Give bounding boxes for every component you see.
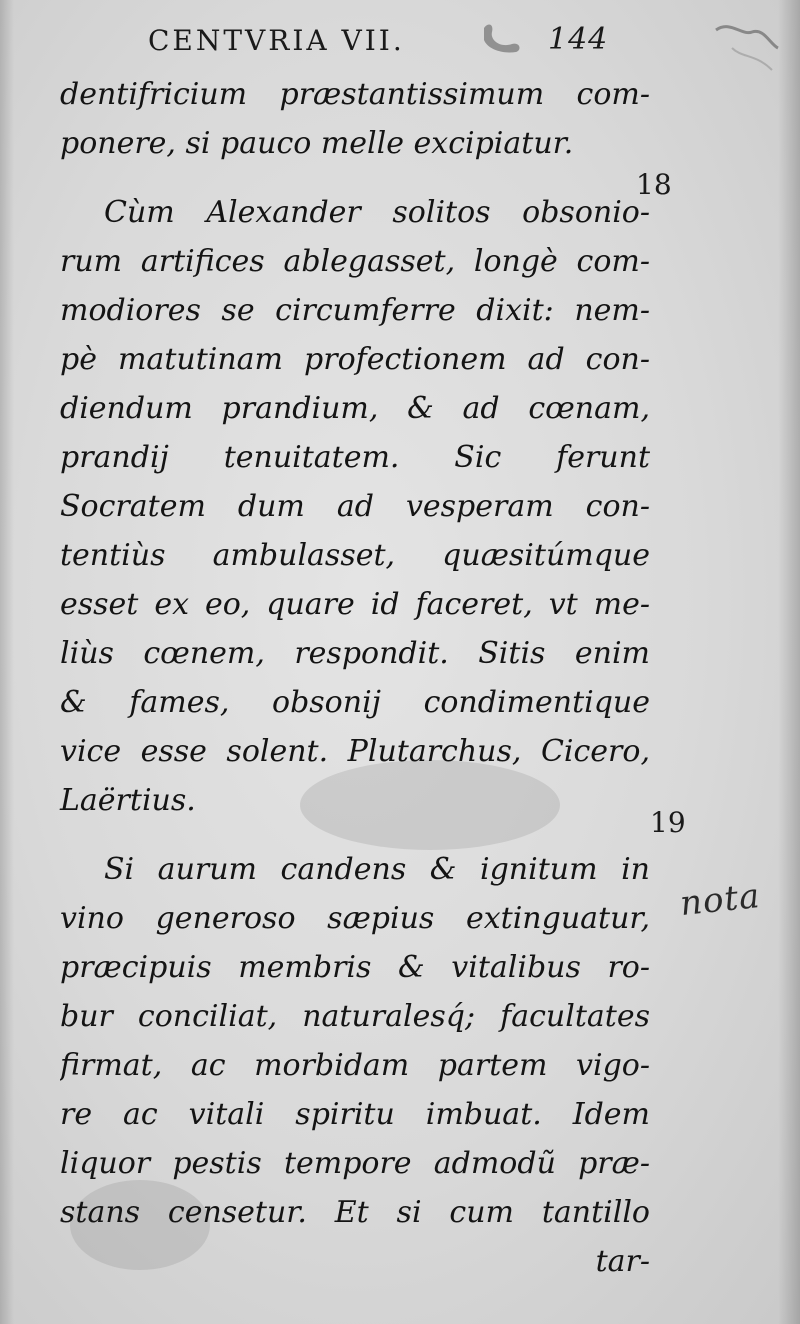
text-line: tentiùs ambulasset, quæsitúmque <box>60 538 650 573</box>
text-line: prandij tenuitatem. Sic ferunt <box>60 440 650 475</box>
text-line: ponere, si pauco melle excipiatur. <box>60 126 574 161</box>
text-line: esset ex eo, quare id faceret, vt me- <box>60 587 650 622</box>
section-number: 19 <box>650 806 686 839</box>
page-edge-shadow <box>778 0 800 1324</box>
text-line: Socratem dum ad vesperam con- <box>60 489 650 524</box>
text-line: Cùm Alexander solitos obsonio- <box>104 195 650 230</box>
text-line: Si aurum candens & ignitum in <box>104 852 650 887</box>
text-line: & fames, obsonij condimentique <box>60 685 650 720</box>
page-number: 144 <box>548 22 609 57</box>
text-line: Laërtius. <box>60 783 196 818</box>
text-line: vice esse solent. Plutarchus, Cicero, <box>60 734 650 769</box>
running-head: CENTVRIA VII. <box>148 24 405 57</box>
section-number: 18 <box>636 168 672 201</box>
text-line: re ac vitali spiritu imbuat. Idem <box>60 1097 650 1132</box>
text-line: modiores se circumferre dixit: nem- <box>60 293 650 328</box>
page-header <box>148 22 628 62</box>
handwritten-margin-note: nota <box>678 875 763 925</box>
body-text <box>60 70 650 1286</box>
text-line: liùs cœnem, respondit. Sitis enim <box>60 636 650 671</box>
gutter-shadow <box>0 0 14 1324</box>
corner-stain-mark <box>712 18 782 78</box>
text-line: præcipuis membris & vitalibus ro- <box>60 950 650 985</box>
catchword: tar- <box>595 1244 650 1279</box>
text-line: pè matutinam profectionem ad con- <box>60 342 650 377</box>
text-line: stans censetur. Et si cum tantillo <box>60 1195 650 1230</box>
text-line: rum artifices ablegasset, longè com- <box>60 244 650 279</box>
text-line: liquor pestis tempore admodũ præ- <box>60 1146 650 1181</box>
text-line: diendum prandium, & ad cœnam, <box>60 391 650 426</box>
text-line: vino generoso sæpius extinguatur, <box>60 901 650 936</box>
text-line: firmat, ac morbidam partem vigo- <box>60 1048 650 1083</box>
text-line: dentifricium præstantissimum com- <box>60 77 650 112</box>
text-line: bur conciliat, naturalesq́; facultates <box>60 999 650 1034</box>
